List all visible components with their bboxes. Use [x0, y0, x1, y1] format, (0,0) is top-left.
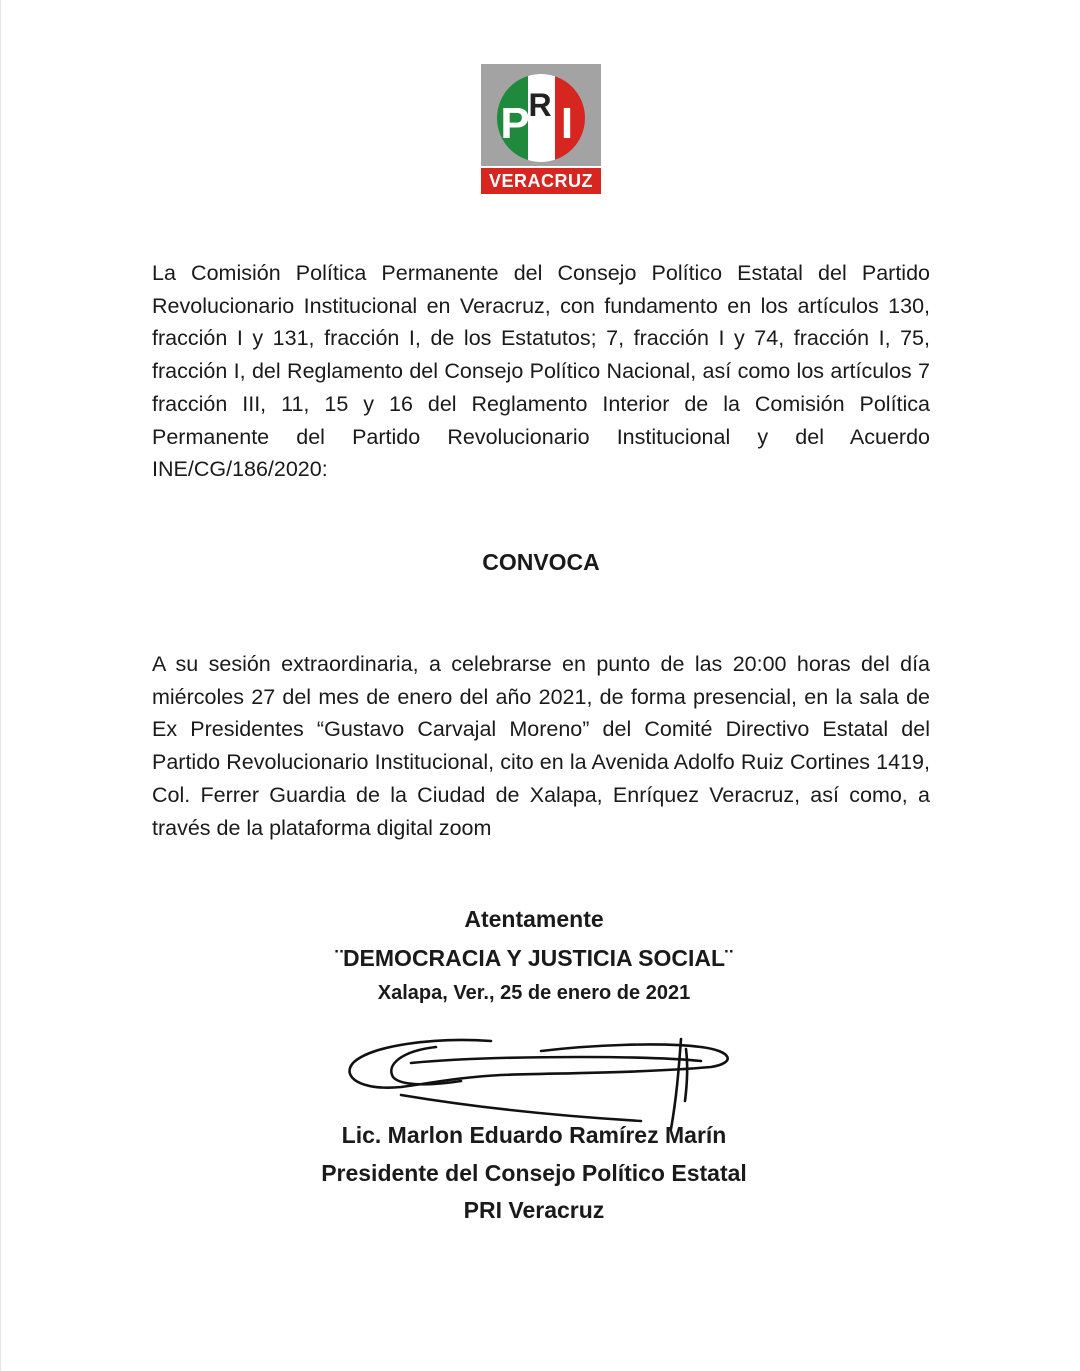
closing-place-date: Xalapa, Ver., 25 de enero de 2021 [377, 982, 691, 1004]
session-details-paragraph: A su sesión extraordinaria, a celebrarse en punto de las 20:00 horas del día miércoles 27 del mes de enero del año 2021, de forma presencial, en la sala de Ex Presidentes “Gustavo Carvajal Moreno” del Comité Directivo Estatal del Partido Revolucionario Institucional, cito en la Avenida Adolfo Ruiz Cortines 1419, Col. Ferrer Guardia de la Ciudad de Xalapa, Enríquez Veracruz, así como, a través de la plataforma digital zoom [152, 652, 930, 840]
signatory-name: Lic. Marlon Eduardo Ramírez Marín [341, 1122, 727, 1148]
signatory-organization: PRI Veracruz [463, 1197, 605, 1223]
pri-veracruz-logo [481, 64, 601, 194]
closing-salutation: Atentamente [464, 906, 604, 932]
pri-emblem-icon [481, 64, 601, 166]
logo-band [481, 166, 601, 194]
handwritten-signature [341, 1025, 741, 1135]
logo-band-text: VERACRUZ [488, 170, 593, 191]
signatory-title: Presidente del Consejo Político Estatal [321, 1160, 747, 1186]
closing-motto: ¨DEMOCRACIA Y JUSTICIA SOCIAL¨ [335, 945, 733, 971]
logo-letter-r: R [528, 87, 552, 123]
logo-letter-p: P [500, 99, 530, 148]
intro-paragraph: La Comisión Política Permanente del Consejo Político Estatal del Partido Revolucionario Institucional en Veracruz, con fundamento en los artículos 130, fracción I y 131, fracción I, de los Estatutos; 7, fracción I y 74, fracción I, 75, fracción I, del Reglamento del Consejo Político Nacional, así como los artículos 7 fracción III, 11, 15 y 16 del Reglamento Interior de la Comisión Política Permanente del Partido Revolucionario Institucional y del Acuerdo INE/CG/186/2020: [152, 261, 930, 482]
logo-letter-i: I [560, 99, 574, 148]
convoca-heading: CONVOCA [482, 549, 600, 575]
